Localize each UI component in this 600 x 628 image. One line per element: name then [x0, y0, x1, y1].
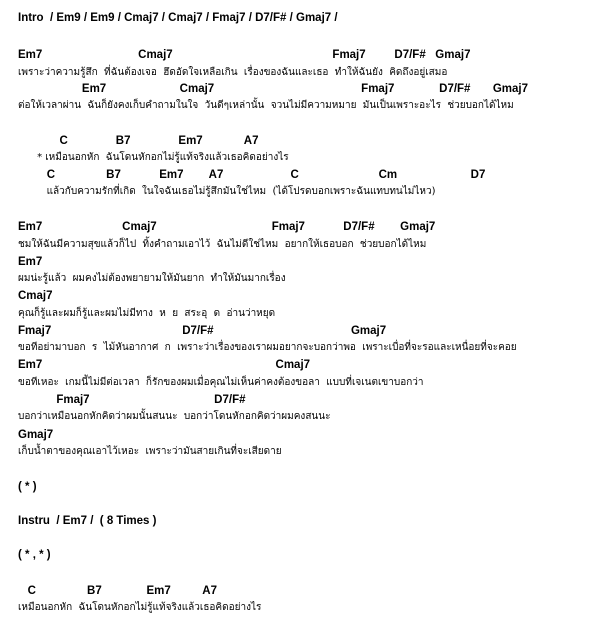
verse2-lyric-line-3: คุณก็รู้และผมก็รู้และผมไม่มีทาง ห ย สระอุ ด อ่านว่าหยุด: [18, 308, 276, 319]
verse2-chord-line-2: Em7: [18, 256, 43, 268]
intro-line: Intro / Em9 / Em9 / Cmaj7 / Cmaj7 / Fmaj7 / D7/F# / Gmaj7 /: [18, 12, 338, 24]
verse2-chord-line-7: Gmaj7: [18, 429, 54, 441]
chorus-repeat-mark: ( * ): [18, 481, 37, 493]
ending-lyric-line: เหมือนอกหัก ฉันโดนหักอกไม่รู้แท้จริงแล้วเธอคิดอย่างไร: [18, 602, 262, 613]
instrumental-line: Instru / Em7 / ( 8 Times ): [18, 515, 157, 527]
verse2-lyric-line-6: บอกว่าเหมือนอกหักคิดว่าผมนั้นสนนะ บอกว่าโดนหักอกคิดว่าผมคงสนนะ: [18, 411, 331, 422]
verse2-chord-line-5: Em7 Cmaj7: [18, 359, 311, 371]
verse1-chord-line-1: Em7 Cmaj7 Fmaj7 D7/F# Gmaj7: [18, 49, 471, 61]
chorus-chord-line-1: C B7 Em7 A7: [18, 135, 259, 147]
chorus-chord-line-2: C B7 Em7 A7 C Cm D7: [18, 169, 486, 181]
verse2-lyric-line-1: ชมให้ฉันมีความสุขแล้วก็ไป ทิ้งคำถามเอาไว้ ฉันไม่ดีใช่ไหม อยากให้เธอบอก ช่วยบอกได้ไหม: [18, 239, 427, 250]
ending-chord-line: C B7 Em7 A7: [18, 585, 217, 597]
verse2-lyric-line-7: เก็บน้ำตาของคุณเอาไว้เหอะ เพราะว่ามันสายเกินที่จะเสียดาย: [18, 446, 282, 457]
chorus-lyric-line-1: * เหมือนอกหัก ฉันโดนหักอกไม่รู้แท้จริงแล้วเธอคิดอย่างไร: [18, 152, 289, 163]
verse2-lyric-line-2: ผมน่ะรู้แล้ว ผมคงไม่ต้องพยายามให้มันยาก ทำให้มันมากเรื่อง: [18, 273, 286, 284]
verse1-lyric-line-2: ต่อให้เวลาผ่าน ฉันก็ยังคงเก็บคำถามในใจ วันดีๆเหล่านั้น จวนไม่มีความหมาย มันเป็นเพราะอะไร ช่วยบอกได้ไหม: [18, 100, 514, 111]
verse2-chord-line-3: Cmaj7: [18, 290, 53, 302]
verse2-lyric-line-4: ขอทีอย่ามาบอก ร ไม้หันอากาศ ก เพราะว่าเรื่องของเราผมอยากจะบอกว่าพอ เพราะเบื่อที่จะรอและเหนื่อยที่จะคอย: [18, 342, 517, 353]
verse2-chord-line-4: Fmaj7 D7/F# Gmaj7: [18, 325, 387, 337]
verse2-lyric-line-5: ขอทีเหอะ เกมนี้ไม่มีต่อเวลา ก็รักของผมเมื่อคุณไม่เห็นค่าคงต้องขอลา แบบที่เจเนตเขาบอกว่า: [18, 377, 424, 388]
chorus-lyric-line-2: แล้วกับความรักที่เกิด ในใจฉันเธอไม่รู้สึกมันใช่ไหม (ได้โปรดบอกเพราะฉันแทบทนไม่ไหว): [18, 186, 436, 197]
verse1-lyric-line-1: เพราะว่าความรู้สึก ที่ฉันต้องเจอ ฮึดอัดใจเหลือเกิน เรื่องของฉันและเธอ ทำให้ฉันยัง คิดถึงอยู่เสมอ: [18, 67, 448, 78]
verse2-chord-line-1: Em7 Cmaj7 Fmaj7 D7/F# Gmaj7: [18, 221, 436, 233]
verse1-chord-line-2: Em7 Cmaj7 Fmaj7 D7/F# Gmaj7: [18, 83, 528, 95]
verse2-chord-line-6: Fmaj7 D7/F#: [18, 394, 246, 406]
chorus-double-repeat-mark: ( * , * ): [18, 549, 51, 561]
